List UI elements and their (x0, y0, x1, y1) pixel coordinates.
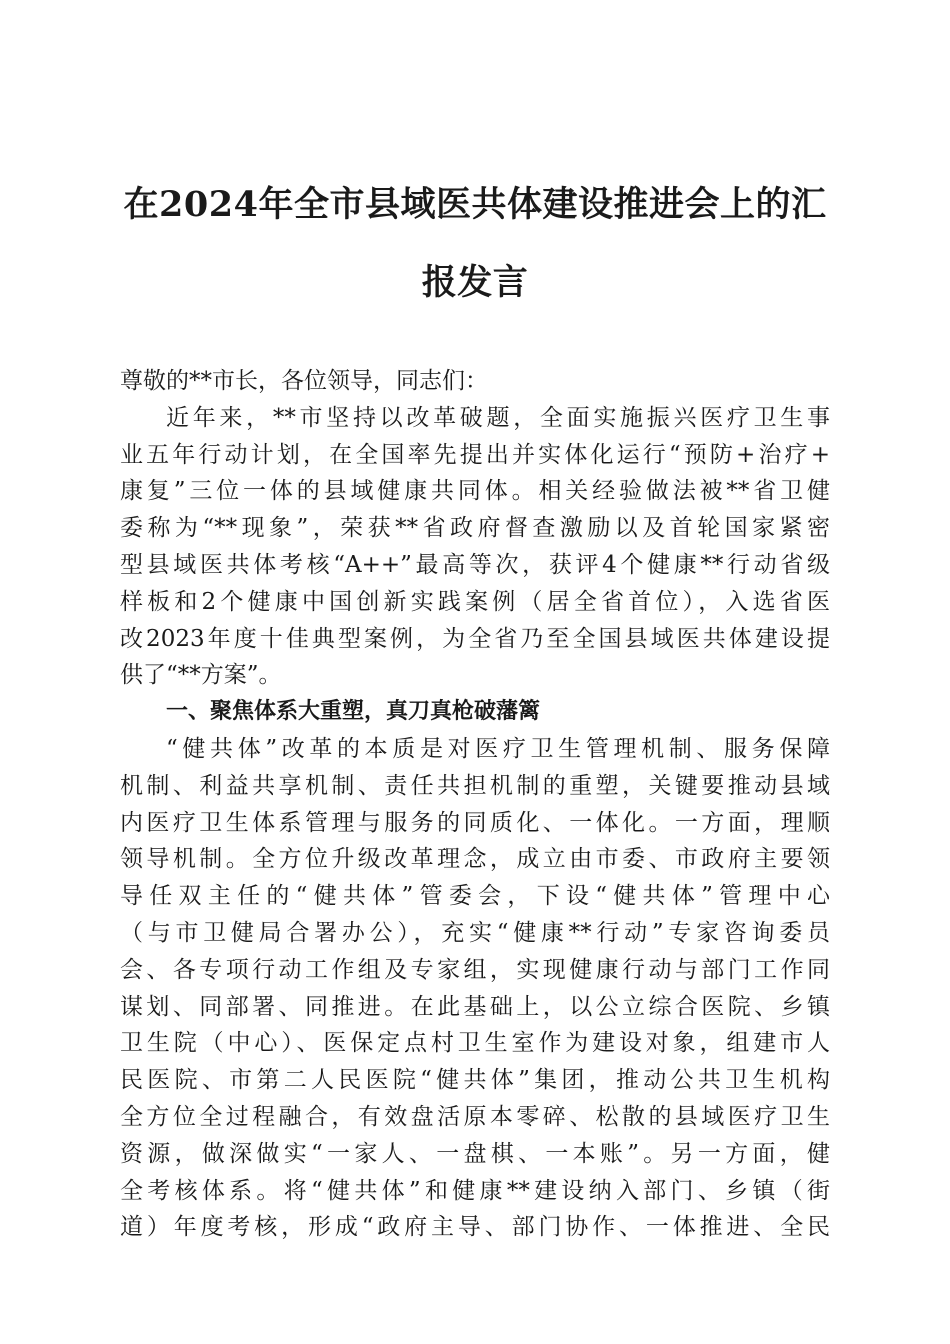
text-line: 近年来，**市坚持以改革破题，全面实施振兴医疗卫生事 (166, 404, 830, 431)
text-line: “健共体”改革的本质是对医疗卫生管理机制、服务保障 (166, 735, 830, 762)
text-line: 改2023年度十佳典型案例，为全省乃至全国县域医共体建设提 (120, 625, 830, 652)
paragraph-1 (120, 400, 830, 694)
text-line: 业五年行动计划，在全国率先提出并实体化运行“预防+治疗+ (120, 441, 830, 468)
text-line: 全方位全过程融合，有效盘活原本零碎、松散的县域医疗卫生 (120, 1103, 830, 1130)
text-line: 供了“**方案”。 (120, 662, 282, 689)
text-line: （与市卫健局合署办公），充实“健康**行动”专家咨询委员 (120, 919, 830, 946)
text-line: 领导机制。全方位升级改革理念，成立由市委、市政府主要领 (120, 846, 830, 873)
text-line: 康复”三位一体的县域健康共同体。相关经验做法被**省卫健 (120, 478, 830, 505)
text-line: 资源，做深做实“一家人、一盘棋、一本账”。另一方面，健 (120, 1140, 830, 1167)
document-title (120, 166, 830, 322)
text-line: 民医院、市第二人民医院“健共体”集团，推动公共卫生机构 (120, 1067, 830, 1094)
text-line: 全考核体系。将“健共体”和健康**建设纳入部门、乡镇（街 (120, 1177, 830, 1204)
text-line: 谋划、同部署、同推进。在此基础上，以公立综合医院、乡镇 (120, 993, 830, 1020)
text-line: 内医疗卫生体系管理与服务的同质化、一体化。一方面，理顺 (120, 809, 830, 836)
document-body (120, 363, 830, 1246)
paragraph-2 (120, 731, 830, 1246)
text-line: 机制、利益共享机制、责任共担机制的重塑，关键要推动县域 (120, 772, 830, 799)
section-heading: 一、聚焦体系大重塑，真刀真枪破藩篱 (166, 699, 541, 725)
text-line: 委称为“**现象”，荣获**省政府督查激励以及首轮国家紧密 (120, 515, 830, 542)
title-line: 报发言 (421, 262, 529, 303)
text-line: 会、各专项行动工作组及专家组，实现健康行动与部门工作同 (120, 956, 830, 983)
text-line: 样板和2个健康中国创新实践案例（居全省首位），入选省医 (120, 588, 830, 615)
text-line: 卫生院（中心）、医保定点村卫生室作为建设对象，组建市人 (120, 1030, 830, 1057)
salutation: 尊敬的**市长，各位领导，同志们： (120, 368, 488, 394)
title-line: 在2024年全市县域医共体建设推进会上的汇 (123, 184, 827, 225)
text-line: 导任双主任的“健共体”管委会，下设“健共体”管理中心 (120, 883, 830, 910)
text-line: 型县域医共体考核“A++”最高等次，获评4个健康**行动省级 (120, 551, 830, 578)
text-line: 道）年度考核，形成“政府主导、部门协作、一体推进、全民 (120, 1214, 830, 1241)
